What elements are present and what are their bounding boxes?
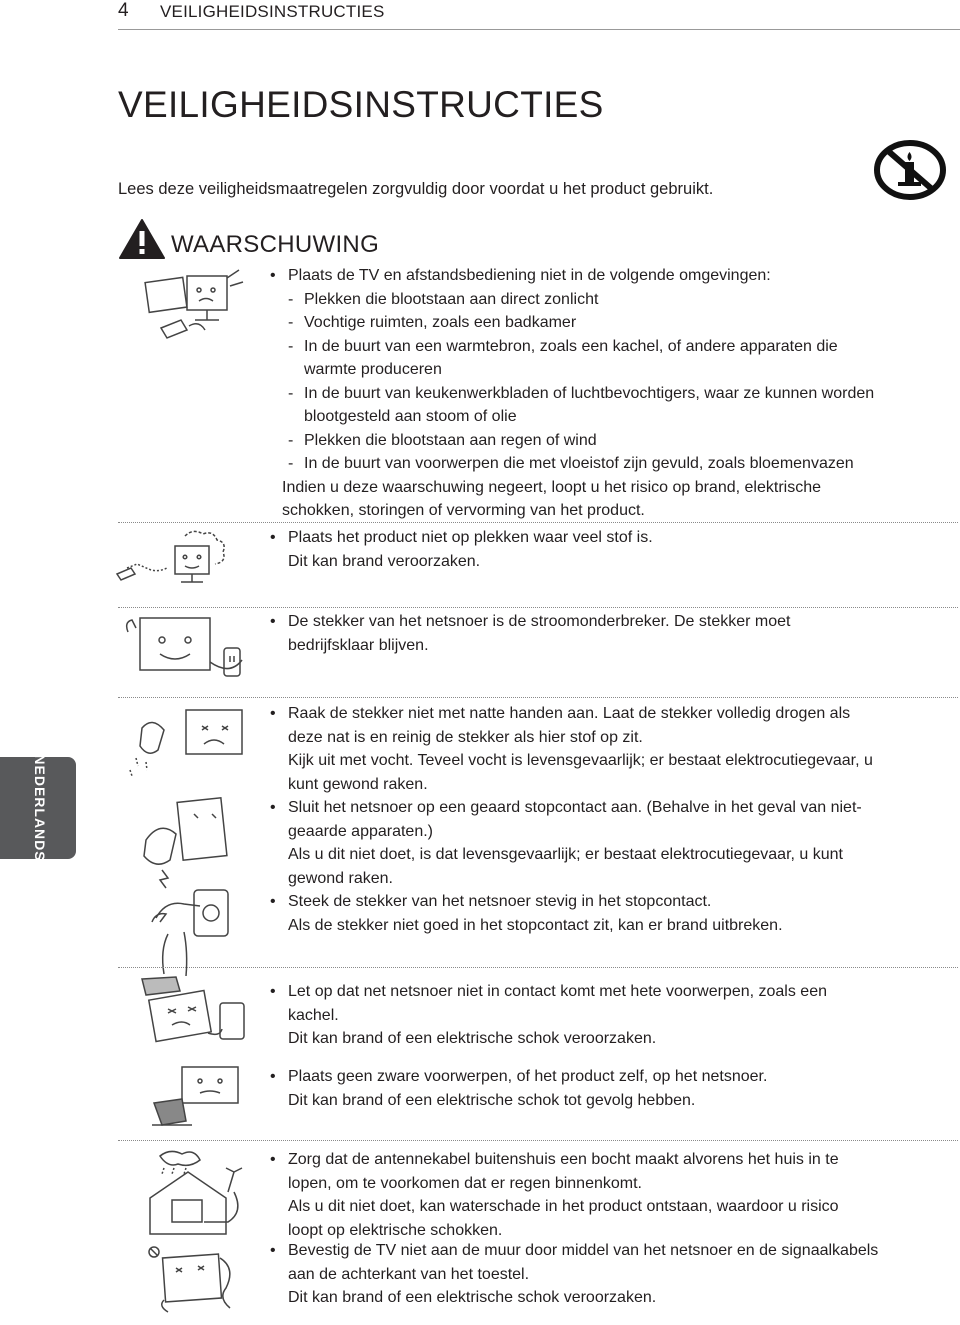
list-item-continuation: lopen, om te voorkomen dat er regen binnenkomt. [288, 1174, 642, 1192]
language-label: NEDERLANDS [32, 754, 48, 862]
wall-mount-cable-warnings [268, 1239, 958, 1310]
list-item-continuation: deze nat is en reinig de stekker als hier stof op zit. [288, 728, 643, 746]
list-item-continuation: kunt gewond raken. [288, 775, 428, 793]
list-item: • Plaats de TV en afstandsbediening niet in de volgende omgevingen: [268, 264, 958, 288]
page-header [0, 0, 960, 22]
list-item-continuation: gewond raken. [288, 869, 393, 887]
list-item: • Let op dat net netsnoer niet in contact komt met hete voorwerpen, zoals een [268, 980, 958, 1004]
warning-note: Indien u deze waarschuwing negeert, loopt u het risico op brand, elektrische [282, 478, 821, 496]
list-item: - Plekken die blootstaan aan regen of wind [268, 429, 958, 453]
list-item-continuation: Als u dit niet doet, kan waterschade in het product ontstaan, waardoor u risico [288, 1198, 839, 1215]
divider [118, 1140, 958, 1141]
list-item-continuation: Als u dit niet doet, is dat levensgevaarlijk; er bestaat elektrocutiegevaar, u kunt [288, 846, 843, 863]
list-item: • Plaats het product niet op plekken waar veel stof is. [268, 526, 958, 550]
cord-heat-warnings [268, 980, 958, 1051]
list-item: - In de buurt van een warmtebron, zoals een kachel, of andere apparaten die [268, 335, 958, 359]
dust-warning [268, 526, 958, 573]
list-item-continuation: Kijk uit met vocht. Teveel vocht is levensgevaarlijk; er bestaat elektrocutiegevaar, u [288, 752, 873, 769]
page-title: VEILIGHEIDSINSTRUCTIES [118, 84, 604, 125]
list-item: • Steek de stekker van het netsnoer stevig in het stopcontact. [268, 890, 958, 914]
list-item: - In de buurt van keukenwerkbladen of luchtbevochtigers, waar ze kunnen worden [268, 382, 958, 406]
antenna-cable-warnings [268, 1148, 958, 1242]
intro-text: Lees deze veiligheidsmaatregelen zorgvuldig door voordat u het product gebruikt. [118, 180, 714, 198]
list-item-continuation: Als de stekker niet goed in het stopcontact zit, kan er brand uitbreken. [288, 916, 783, 934]
list-item: • Plaats geen zware voorwerpen, of het product zelf, op het netsnoer. [268, 1065, 958, 1089]
divider [118, 607, 958, 608]
list-item-continuation: kachel. [288, 1006, 339, 1024]
divider [118, 967, 958, 968]
wet-hands-plug-illustration [122, 700, 252, 978]
list-item-continuation: aan de achterkant van het toestel. [288, 1265, 530, 1283]
tv-sunlight-illustration [135, 268, 245, 348]
list-item-continuation: geaarde apparaten.) [288, 822, 433, 840]
list-item: • Zorg dat de antennekabel buitenshuis een bocht maakt alvorens het huis in te [268, 1148, 958, 1172]
list-item-continuation: warmte produceren [304, 361, 442, 378]
list-item: - Vochtige ruimten, zoals een badkamer [268, 311, 958, 335]
language-side-tab [0, 754, 76, 862]
list-item: • Raak de stekker niet met natte handen aan. Laat de stekker volledig drogen als [268, 702, 958, 726]
plug-safety-warnings [268, 702, 958, 937]
list-item: - Plekken die blootstaan aan direct zonlicht [268, 288, 958, 312]
list-item-continuation: Dit kan brand veroorzaken. [288, 552, 481, 570]
list-item-continuation: Dit kan brand of een elektrische schok tot gevolg hebben. [288, 1091, 696, 1109]
list-item-continuation: Dit kan brand of een elektrische schok veroorzaken. [288, 1289, 657, 1306]
no-candle-icon [874, 140, 946, 200]
list-item: • Bevestig de TV niet aan de muur door middel van het netsnoer en de signaalkabels [268, 1239, 958, 1263]
environment-warnings [268, 264, 958, 523]
plug-disconnect-note [268, 610, 958, 657]
cord-weight-warnings [268, 1065, 958, 1112]
list-item-continuation: Dit kan brand of een elektrische schok veroorzaken. [288, 1030, 657, 1047]
list-item: • Sluit het netsnoer op een geaard stopcontact aan. (Behalve in het geval van niet- [268, 796, 958, 820]
warning-label: WAARSCHUWING [171, 231, 380, 258]
divider [118, 522, 958, 523]
tv-dust-illustration [115, 528, 235, 598]
warning-note: schokken, storingen of vervorming van het product. [282, 502, 645, 519]
cord-heat-weight-illustration [122, 975, 252, 1140]
list-item-continuation: loopt op elektrische schokken. [288, 1221, 503, 1239]
warning-triangle-icon [118, 218, 166, 260]
header-rule [118, 29, 960, 30]
list-item: - In de buurt van voorwerpen die met vloeistof zijn gevuld, zoals bloemenvazen [268, 452, 958, 476]
divider [118, 697, 958, 698]
list-item-continuation: bedrijfsklaar blijven. [288, 636, 429, 654]
running-section-title: VEILIGHEIDSINSTRUCTIES [160, 2, 385, 21]
antenna-wall-illustration [140, 1148, 250, 1318]
list-item: • De stekker van het netsnoer is de stroomonderbreker. De stekker moet [268, 610, 958, 634]
page-number: 4 [118, 0, 129, 21]
tv-plug-illustration [120, 612, 250, 684]
list-item-continuation: blootgesteld aan stoom of olie [304, 408, 517, 425]
